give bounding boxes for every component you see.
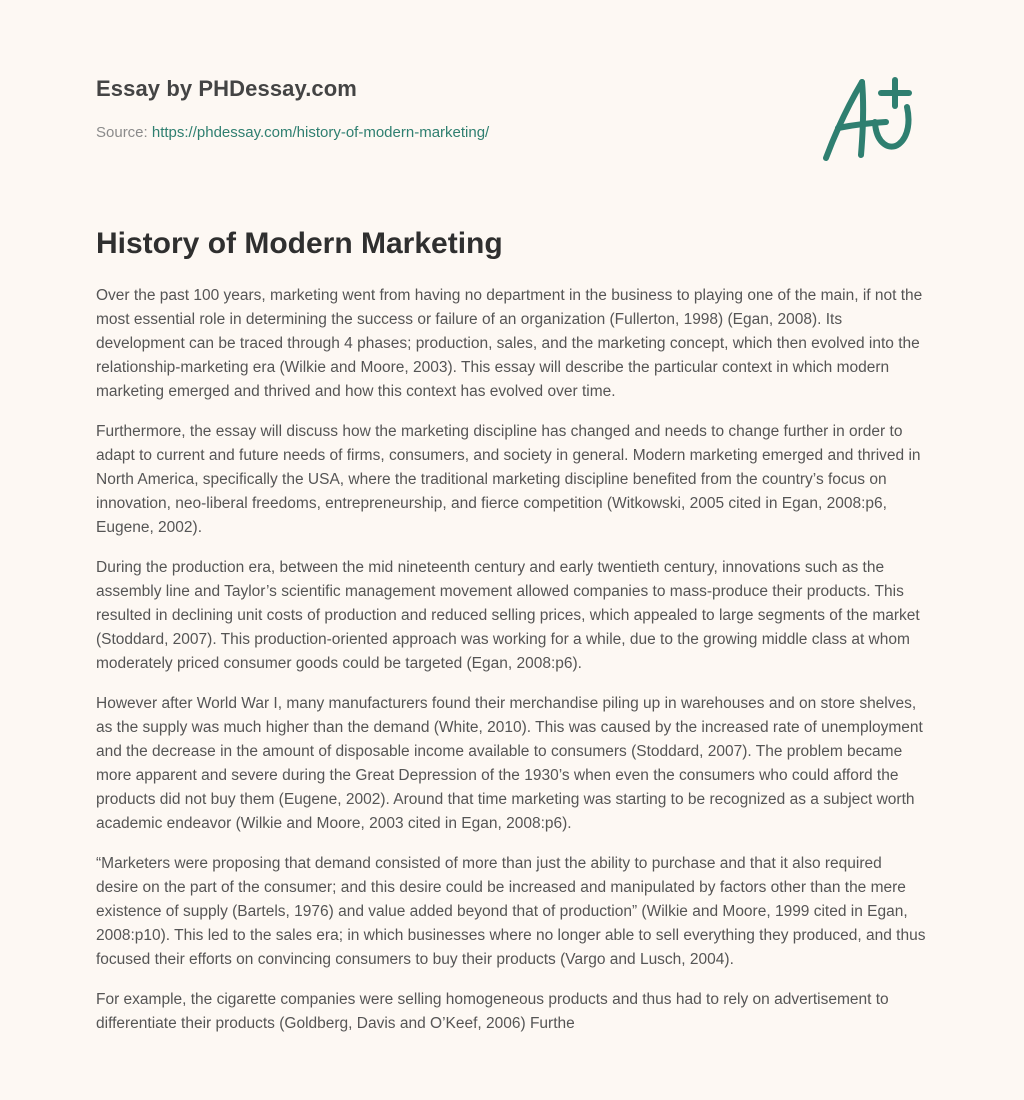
source-line (96, 124, 489, 141)
essay-paragraph: However after World War I, many manufacturers found their merchandise piling up in warehouses and on store shelves, as the supply was much higher than the demand (White, 2010). This was caused by the increased rate of unemployment and the decrease in the amount of disposable income available to consumers (Stoddard, 2007). The problem became more apparent and severe during the Great Depression of the 1930’s when even the consumers who could afford the products did not buy them (Eugene, 2002). Around that time marketing was starting to be recognized as a subject worth academic endeavor (Wilkie and Moore, 2003 cited in Egan, 2008:p6). (96, 695, 923, 832)
source-label: Source: (96, 124, 148, 141)
source-link[interactable]: https://phdessay.com/history-of-modern-marketing/ (151, 124, 490, 141)
essay-body (96, 284, 928, 1036)
site-title: Essay by PHDessay.com (96, 76, 357, 101)
a-plus-logo-icon (818, 70, 928, 166)
essay-paragraph: Over the past 100 years, marketing went from having no department in the business to playing one of the main, if not the most essential role in determining the success or failure of an organization (Fullerton, 1998) (Egan, 2008). Its development can be traced through 4 phases; production, sales, and the marketing concept, which then evolved into the relationship-marketing era (Wilkie and Moore, 2003). This essay will describe the particular context in which modern marketing emerged and thrived and how this context has evolved over time. (96, 287, 923, 400)
essay-paragraph: “Marketers were proposing that demand consisted of more than just the ability to purchase and that it also required desire on the part of the consumer; and this desire could be increased and manipulated by factors other than the mere existence of supply (Bartels, 1976) and value added beyond that of production” (Wilkie and Moore, 1999 cited in Egan, 2008:p10). This led to the sales era; in which businesses where no longer able to sell everything they produced, and thus focused their efforts on convincing consumers to buy their products (Vargo and Lusch, 2004). (96, 855, 926, 968)
essay-title: History of Modern Marketing (96, 227, 503, 260)
page-header (96, 0, 928, 220)
essay-content (96, 226, 928, 1036)
essay-paragraph: Furthermore, the essay will discuss how the marketing discipline has changed and needs to change further in order to adapt to current and future needs of firms, consumers, and society in general. Modern marketing emerged and thrived in North America, specifically the USA, where the traditional marketing discipline benefited from the country’s focus on innovation, neo-liberal freedoms, entrepreneurship, and fierce competition (Witkowski, 2005 cited in Egan, 2008:p6, Eugene, 2002). (96, 423, 921, 536)
essay-paragraph: During the production era, between the mid nineteenth century and early twentieth century, innovations such as the assembly line and Taylor’s scientific management movement allowed companies to mass-produce their products. This resulted in declining unit costs of production and reduced selling prices, which appealed to large segments of the market (Stoddard, 2007). This production-oriented approach was working for a while, due to the growing middle class at whom moderately priced consumer goods could be targeted (Egan, 2008:p6). (96, 559, 920, 672)
essay-paragraph: For example, the cigarette companies were selling homogeneous products and thus had to rely on advertisement to differentiate their products (Goldberg, Davis and O’Keef, 2006) Furthe (96, 991, 889, 1032)
